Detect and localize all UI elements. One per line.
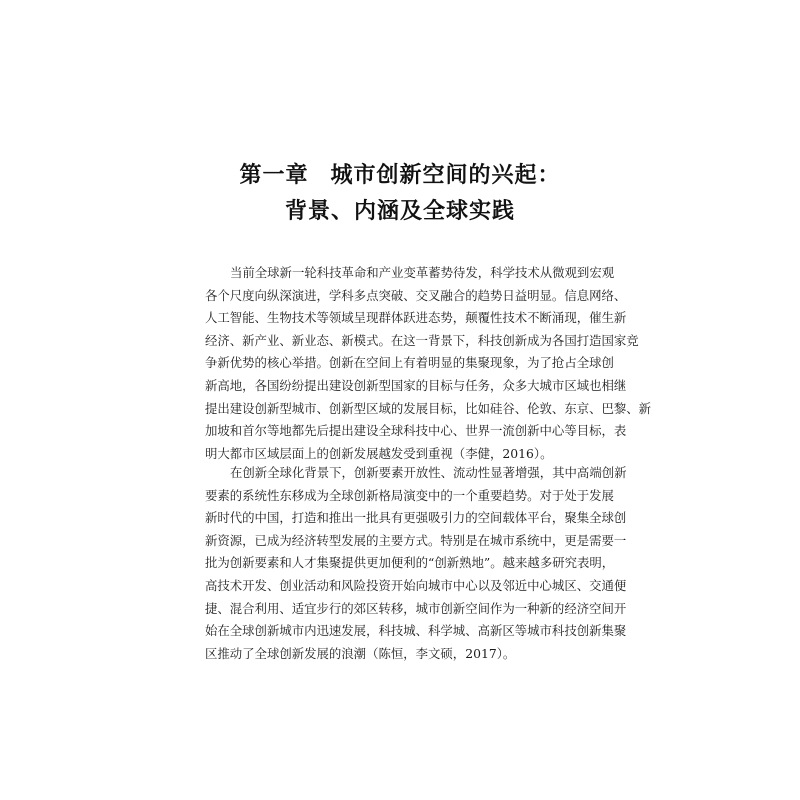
text-line: 高技术开发、创业活动和风险投资开始向城市中心以及邻近中心城区、交通便 [205,577,627,593]
text-line: 当前全球新一轮科技革命和产业变革蓄势待发，科学技术从微观到宏观 [230,265,615,280]
chapter-title-main: 城市创新空间的兴起： [330,163,561,188]
chapter-number: 第一章 [239,163,309,188]
text-line: 人工智能、生物技术等领域呈现群体跃进态势，颠覆性技术不断涌现，催生新 [205,310,627,326]
chapter-title-line-2: 背景、内涵及全球实践 [284,199,515,224]
text-line: 区推动了全球创新发展的浪潮（陈恒，李文硕，2017）。 [205,645,516,661]
text-line: 始在全球创新城市内迅速发展，科技城、科学城、高新区等城市科技创新集聚 [205,623,627,639]
chapter-title-line-1 [0,158,800,194]
text-line: 各个尺度向纵深演进，学科多点突破、交叉融合的趋势日益明显。信息网络、 [205,287,627,303]
text-line: 在创新全球化背景下，创新要素开放性、流动性显著增强，其中高端创新 [230,465,627,480]
text-line: 批为创新要素和人才集聚提供更加便利的“创新熟地”。越来越多研究表明， [205,555,615,571]
text-line: 争新优势的核心举措。创新在空间上有着明显的集聚现象，为了抢占全球创 [205,355,614,371]
text-line: 经济、新产业、新业态、新模式。在这一背景下，科技创新成为各国打造国家竞 [205,332,639,348]
chapter-heading [0,158,800,230]
text-line: 新时代的中国，打造和推出一批具有更强吸引力的空间载体平台，聚集全球创 [205,510,627,526]
text-line: 新高地，各国纷纷提出建设创新型国家的目标与任务，众多大城市区域也相继 [205,377,627,393]
paragraph-1 [205,262,652,465]
text-line: 捷、混合利用、适宜步行的郊区转移，城市创新空间作为一种新的经济空间开 [205,600,627,616]
text-line: 要素的系统性东移成为全球创新格局演变中的一个重要趋势。对于处于发展 [205,487,614,503]
text-line: 新资源，已成为经济转型发展的主要方式。特别是在城市系统中，更是需要一 [205,532,627,548]
paragraph-2 [205,462,627,665]
text-line: 提出建设创新型城市、创新型区域的发展目标，比如硅谷、伦敦、东京、巴黎、新 [205,400,652,416]
text-line: 明大都市区域层面上的创新发展越发受到重视（李健，2016）。 [205,445,553,461]
text-line: 加坡和首尔等地都先后提出建设全球科技中心、世界一流创新中心等目标，表 [205,423,627,439]
